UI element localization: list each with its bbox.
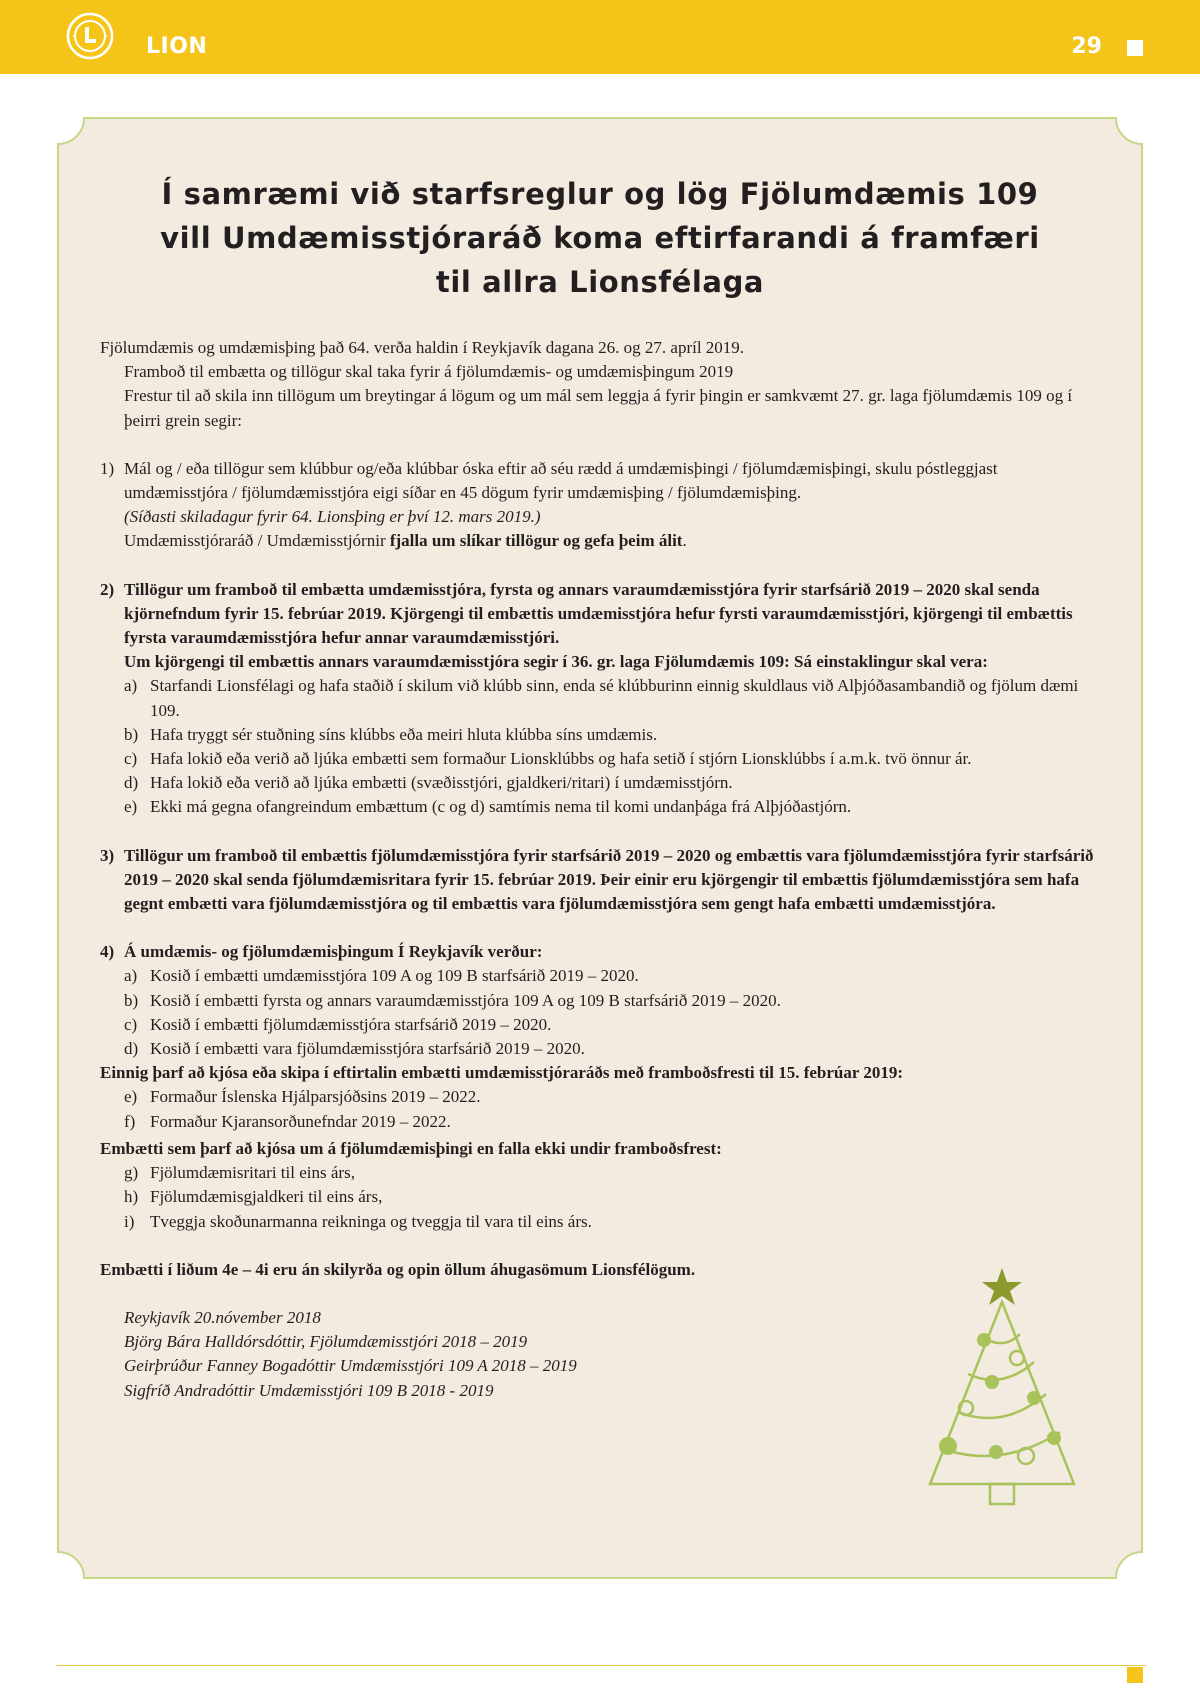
magazine-name: LION [146,34,208,59]
section-1-last-end: . [682,531,687,551]
signature-line-3: Sigfríð Andradóttir Umdæmisstjóri 109 B 2018 - 2019 [124,1380,494,1400]
item-text: Ekki má gegna ofangreindum embættum (c og d) samtímis nema til komi undanþága frá Alþjóðastjórn. [150,797,852,817]
title-line-3: til allra Lionsfélaga [435,265,765,299]
page-number: 29 [1071,34,1102,59]
item-letter: e) [124,1087,138,1107]
notice-body [100,336,1100,1403]
item-text: Hafa tryggt sér stuðning síns klúbbs eða meiri hluta klúbba síns umdæmis. [150,724,658,744]
section-1 [100,457,1100,554]
item-letter: c) [124,749,138,769]
section-1-last-plain: Umdæmisstjóraráð / Umdæmisstjórnir [124,531,390,551]
item-text: Kosið í embætti fjölumdæmisstjóra starfsárið 2019 – 2020. [150,1014,552,1034]
section-3-number: 3) [100,845,115,865]
signature-line-2: Geirþrúður Fanney Bogadóttir Umdæmisstjóri 109 A 2018 – 2019 [124,1356,577,1376]
notice-title [150,172,1050,304]
item-letter: b) [124,724,139,744]
section-3-text: Tillögur um framboð til embættis fjölumdæmisstjóra fyrir starfsárið 2019 – 2020 og embættis vara fjölumdæmisstjóra fyrir starfsárið 2019 – 2020 skal senda fjölumdæmisritara fyrir 15. febrúar 2019. Þeir einir eru kjörgengir til embættis fjölumdæmisstjóra sem hafa gegnt embætti vara fjölumdæmisstjóra og til embættis vara fjölumdæmisstjóra sem gengt hafa embætti umdæmisstjóra. [124,845,1094,914]
item-letter: i) [124,1211,135,1231]
item-text: Fjölumdæmisritari til eins árs, [150,1163,355,1183]
item-text: Kosið í embætti fyrsta og annars varaumdæmisstjóra 109 A og 109 B starfsárið 2019 – 2020. [150,990,781,1010]
section-1-number: 1) [100,458,115,478]
item-letter: d) [124,1039,139,1059]
item-letter: h) [124,1187,139,1207]
section-2-text: Tillögur um framboð til embætta umdæmisstjóra, fyrsta og annars varaumdæmisstjóra fyrir starfsárið 2019 – 2020 skal senda kjörnefndum fyrir 15. febrúar 2019. Kjörgengi til embættis umdæmisstjóra hefur fyrsti varaumdæmisstjóri, kjörgengi til embættis fyrsta varaumdæmisstjóra hefur annar varaumdæmisstjóri. [124,579,1073,648]
item-letter: b) [124,990,139,1010]
item-letter: e) [124,797,138,817]
section-2-sub: Um kjörgengi til embættis annars varaumdæmisstjóra segir í 36. gr. laga Fjölumdæmis 109: Sá einstaklingur skal vera: [124,652,988,672]
footer-square-marker [1127,1667,1143,1683]
other-heading: Embætti sem þarf að kjósa um á fjölumdæmisþingi en falla ekki undir framboðsfrest: [100,1138,722,1158]
item-letter: c) [124,1014,138,1034]
intro-line-2: Framboð til embætta og tillögur skal taka fyrir á fjölumdæmis- og umdæmisþingum 2019 [124,362,734,382]
item-letter: a) [124,966,138,986]
list-item [100,771,1100,795]
title-line-2: vill Umdæmisstjóraráð koma eftirfarandi á framfæri [160,221,1040,255]
item-text: Kosið í embætti vara fjölumdæmisstjóra starfsárið 2019 – 2020. [150,1039,585,1059]
section-4 [100,940,1100,964]
list-item [100,795,1100,819]
list-item [100,1037,1100,1061]
list-item [100,1161,1100,1185]
intro-line-1: Fjölumdæmis og umdæmisþing það 64. verða haldin í Reykjavík dagana 26. og 27. apríl 2019. [100,338,745,357]
footer-rule [56,1665,1146,1666]
list-item [100,674,1100,722]
section-2 [100,578,1100,675]
item-text: Hafa lokið eða verið að ljúka embætti (svæðisstjóri, gjaldkeri/ritari) í umdæmisstjórn. [150,773,733,793]
item-text: Fjölumdæmisgjaldkeri til eins árs, [150,1187,383,1207]
item-text: Formaður Íslenska Hjálparsjóðsins 2019 – 2022. [150,1087,481,1107]
list-item [100,723,1100,747]
item-text: Formaður Kjaransorðunefndar 2019 – 2022. [150,1111,451,1131]
item-text: Kosið í embætti umdæmisstjóra 109 A og 109 B starfsárið 2019 – 2020. [150,966,639,986]
section-3 [100,844,1100,917]
item-text: Hafa lokið eða verið að ljúka embætti sem formaður Lionsklúbbs og hafa setið í stjórn Lionsklúbbs í a.m.k. tvö önnur ár. [150,749,972,769]
signature-line-1: Björg Bára Halldórsdóttir, Fjölumdæmisstjóri 2018 – 2019 [124,1332,528,1352]
list-item [100,1013,1100,1037]
list-item [100,1185,1100,1209]
section-4-number: 4) [100,942,115,962]
item-text: Starfandi Lionsfélagi og hafa staðið í skilum við klúbb sinn, enda sé klúbburinn einnig skuldlaus við Alþjóðasambandið og fjölum dæmi 109. [150,676,1079,720]
closing-statement: Embætti í liðum 4e – 4i eru án skilyrða og opin öllum áhugasömum Lionsfélögum. [100,1259,696,1279]
christmas-tree-icon [922,1262,1082,1512]
section-2-number: 2) [100,579,115,599]
list-item [100,964,1100,988]
item-letter: d) [124,773,139,793]
signature-place-date: Reykjavík 20.nóvember 2018 [124,1307,321,1327]
list-item [100,1085,1100,1109]
section-4-heading: Á umdæmis- og fjölumdæmisþingum Í Reykjavík verður: [124,942,543,962]
item-letter: f) [124,1111,136,1131]
list-item [100,747,1100,771]
section-1-text: Mál og / eða tillögur sem klúbbur og/eða klúbbar óska eftir að séu rædd á umdæmisþingi / fjölumdæmisþingi, skulu póstleggjast umdæmisstjóra / fjölumdæmisstjóra eigi síðar en 45 dögum fyrir umdæmisþing / fjölumdæmisþing. [124,458,998,503]
section-1-last [124,529,1100,553]
also-heading: Einnig þarf að kjósa eða skipa í eftirtalin embætti umdæmisstjóraráðs með framboðsfresti til 15. febrúar 2019: [100,1063,904,1083]
item-letter: g) [124,1163,139,1183]
list-item [100,989,1100,1013]
list-item [100,1210,1100,1234]
section-1-last-bold: fjalla um slíkar tillögur og gefa þeim álit [389,531,683,551]
item-text: Tveggja skoðunarmanna reikninga og tveggja til vara til eins árs. [150,1211,592,1231]
intro-line-3: Frestur til að skila inn tillögum um breytingar á lögum og um mál sem leggja á fyrir þingin er samkvæmt 27. gr. laga fjölumdæmis 109 og í þeirri grein segir: [124,386,1073,430]
list-item [100,1110,1100,1134]
section-1-note: (Síðasti skiladagur fyrir 64. Lionsþing er því 12. mars 2019.) [124,507,541,527]
title-line-1: Í samræmi við starfsreglur og lög Fjölumdæmis 109 [161,177,1039,211]
item-letter: a) [124,676,138,696]
